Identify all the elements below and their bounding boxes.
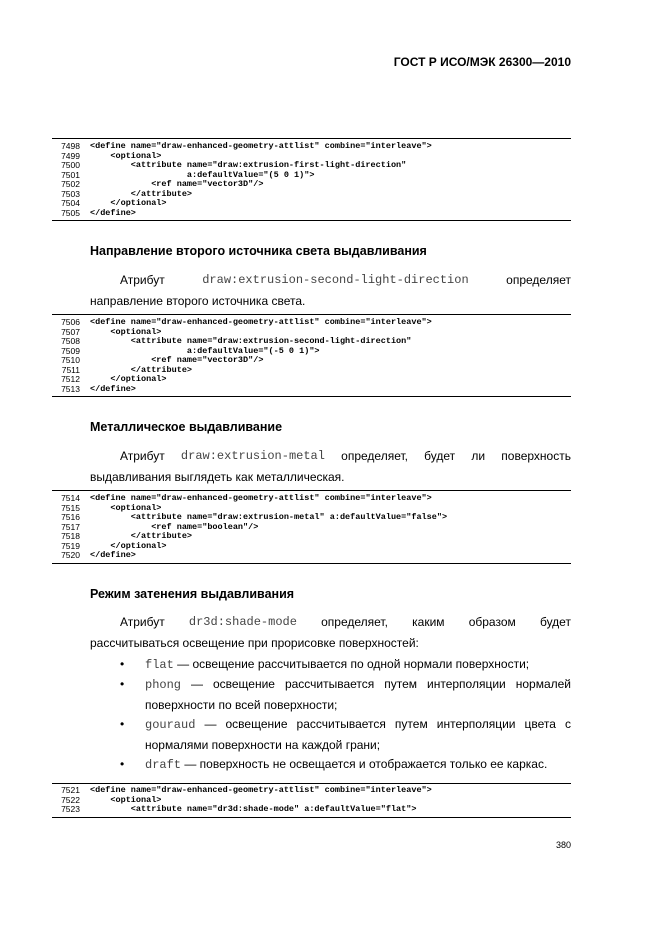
line-number: 7504 — [61, 198, 80, 208]
section-heading-shade-mode: Режим затенения выдавливания — [90, 587, 295, 601]
word: Атрибут — [120, 615, 165, 629]
code-text: <ref name="vector3D"/> — [90, 355, 264, 365]
code-text: <attribute name="dr3d:shade-mode" a:defaultValue="flat"> — [90, 804, 417, 814]
code-block-1 — [52, 138, 571, 221]
code-line — [52, 805, 571, 815]
code-text: <define name="draw-enhanced-geometry-attlist" combine="interleave"> — [90, 141, 432, 151]
code-text: <define name="draw-enhanced-geometry-attlist" combine="interleave"> — [90, 785, 432, 795]
code-line — [52, 385, 571, 395]
line-number: 7503 — [61, 188, 80, 199]
bullet-marker: • — [120, 757, 125, 771]
code-line — [52, 551, 571, 561]
word: будет — [424, 449, 456, 463]
line-number: 7508 — [61, 336, 80, 346]
code-text: <attribute name="draw:extrusion-second-light-direction" — [90, 336, 412, 346]
attribute-value: flat — [145, 658, 174, 672]
paragraph-line — [120, 273, 571, 287]
code-text: a:defaultValue="(-5 0 1)"> — [90, 345, 320, 356]
line-number: 7517 — [61, 521, 80, 532]
bullet-marker: • — [120, 657, 125, 671]
line-number: 7507 — [61, 326, 80, 337]
line-number: 7518 — [61, 531, 80, 541]
bullet-text — [145, 674, 571, 715]
bullet-marker: • — [120, 677, 125, 691]
word: будет — [539, 615, 571, 629]
attribute-value: phong — [145, 678, 182, 692]
code-text: </attribute> — [90, 188, 193, 199]
bullet-text — [145, 754, 571, 775]
code-block-3 — [52, 490, 571, 564]
line-number: 7522 — [61, 794, 80, 805]
line-number: 7499 — [61, 150, 80, 161]
code-text: <optional> — [90, 794, 162, 805]
line-number: 7521 — [61, 785, 80, 795]
line-number: 7509 — [61, 345, 80, 356]
section-heading-second-light: Направление второго источника света выдавливания — [90, 244, 427, 258]
attribute-name: draw:extrusion-second-light-direction — [202, 273, 469, 287]
code-text: </optional> — [90, 540, 167, 551]
line-number: 7515 — [61, 502, 80, 513]
word: Атрибут — [120, 449, 165, 463]
document-header: ГОСТ Р ИСО/МЭК 26300—2010 — [393, 55, 571, 69]
attribute-name: draw:extrusion-metal — [180, 449, 325, 463]
bullet-text — [145, 714, 571, 755]
word: Атрибут — [120, 273, 165, 287]
code-text: </define> — [90, 550, 136, 560]
code-text: </attribute> — [90, 364, 193, 375]
section-heading-metal: Металлическое выдавливание — [90, 420, 283, 434]
line-number: 7505 — [61, 207, 80, 218]
code-text: </attribute> — [90, 531, 193, 541]
paragraph-line — [120, 449, 571, 463]
code-text: </define> — [90, 383, 136, 394]
line-number: 7510 — [61, 355, 80, 365]
bullet-description: — освещение рассчитывается по одной нормали поверхности; — [173, 657, 530, 671]
code-text: <optional> — [90, 502, 162, 513]
bullet-description: — поверхность не освещается и отображается только ее каркас. — [181, 757, 548, 771]
code-text: </optional> — [90, 198, 167, 208]
paragraph-line — [120, 615, 571, 629]
code-text: <attribute name="draw:extrusion-first-light-direction" — [90, 160, 407, 170]
line-number: 7516 — [61, 512, 80, 522]
line-number: 7511 — [61, 364, 80, 375]
code-text: </optional> — [90, 374, 167, 384]
line-number: 7512 — [61, 374, 80, 384]
paragraph-line: выдавливания выглядеть как металлическая. — [90, 470, 345, 484]
line-number: 7502 — [61, 179, 80, 189]
paragraph-line: направление второго источника света. — [90, 294, 306, 308]
word: ли — [471, 449, 486, 463]
code-text: <define name="draw-enhanced-geometry-attlist" combine="interleave"> — [90, 317, 432, 327]
line-number: 7500 — [61, 160, 80, 170]
code-text: <optional> — [90, 326, 162, 337]
code-text: </define> — [90, 207, 136, 218]
code-line — [52, 209, 571, 219]
word: определяет, — [321, 615, 388, 629]
code-block-4 — [52, 783, 571, 818]
word: поверхность — [501, 449, 571, 463]
attribute-name: dr3d:shade-mode — [188, 615, 297, 629]
attribute-value: gouraud — [145, 718, 196, 732]
code-text: <define name="draw-enhanced-geometry-attlist" combine="interleave"> — [90, 493, 432, 503]
line-number: 7520 — [61, 550, 80, 560]
bullet-text — [145, 654, 571, 675]
line-number: 7514 — [61, 493, 80, 503]
bullet-marker: • — [120, 717, 125, 731]
word: образом — [468, 615, 516, 629]
word: определяет — [506, 273, 571, 287]
line-number: 7519 — [61, 540, 80, 551]
word: определяет, — [341, 449, 408, 463]
code-text: <attribute name="draw:extrusion-metal" a:defaultValue="false"> — [90, 512, 448, 522]
line-number: 7506 — [61, 317, 80, 327]
line-number: 7498 — [61, 141, 80, 151]
line-number: 7501 — [61, 169, 80, 180]
attribute-value: draft — [145, 758, 182, 772]
line-number: 7523 — [61, 804, 80, 814]
page-number: 380 — [555, 840, 571, 850]
bullet-description: — освещение рассчитывается путем интерполяции цвета с нормалями поверхности на каждой грани; — [145, 717, 571, 752]
bullet-description: — освещение рассчитывается путем интерполяции нормалей поверхности по всей поверхности; — [145, 677, 571, 712]
word: каким — [412, 615, 445, 629]
paragraph-line: рассчитываться освещение при прорисовке поверхностей: — [90, 636, 419, 650]
code-block-2 — [52, 314, 571, 397]
code-text: a:defaultValue="(5 0 1)"> — [90, 169, 315, 180]
code-text: <ref name="boolean"/> — [90, 521, 259, 532]
line-number: 7513 — [61, 383, 80, 394]
code-text: <optional> — [90, 150, 162, 161]
code-text: <ref name="vector3D"/> — [90, 179, 264, 189]
